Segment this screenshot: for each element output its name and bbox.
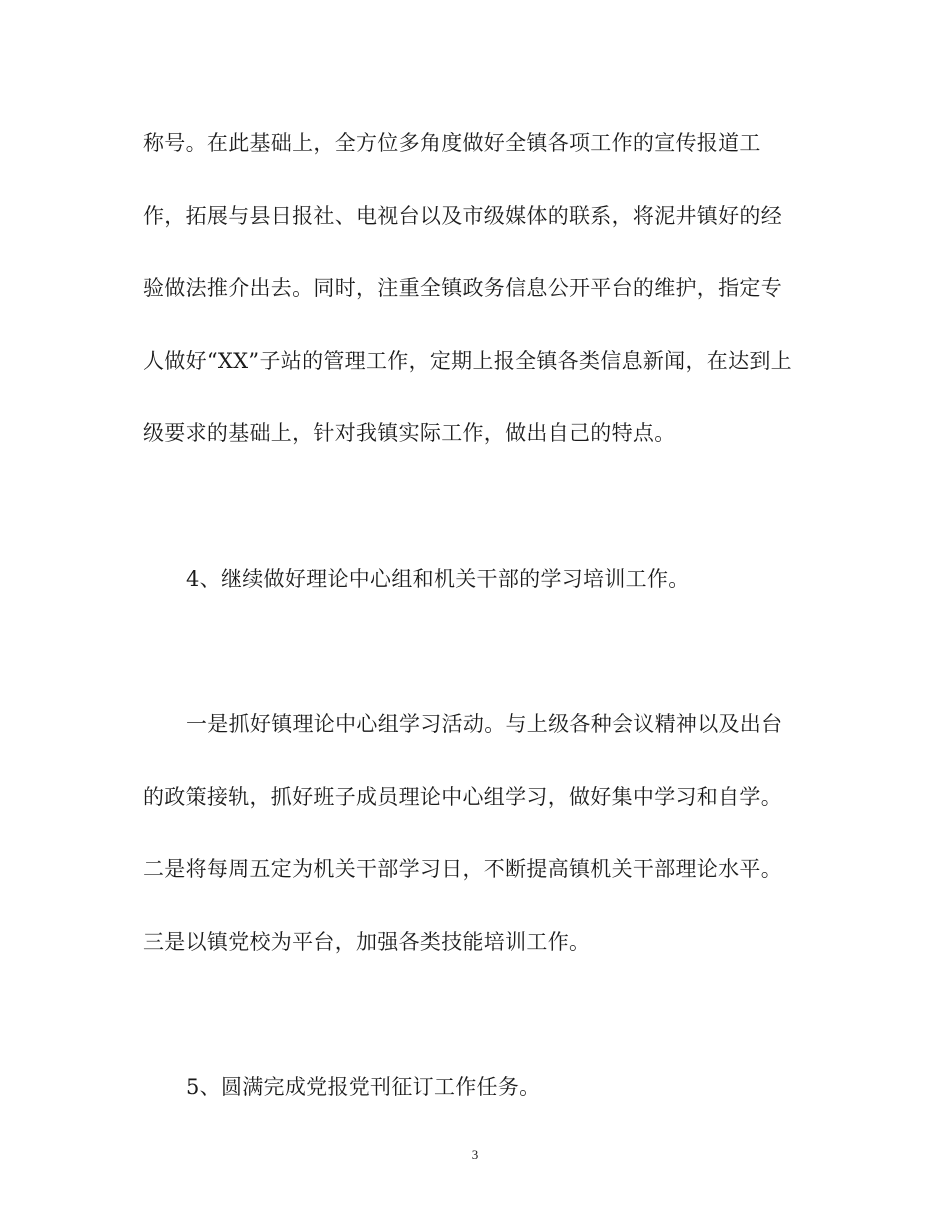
paragraph-line: 一是抓好镇理论中心组学习活动。与上级各种会议精神以及出台 — [186, 712, 783, 736]
paragraph-line: 的政策接轨，抓好班子成员理论中心组学习，做好集中学习和自学。 — [143, 785, 782, 809]
section-heading-5: 5、圆满完成党报党刊征订工作任务。 — [186, 1075, 541, 1099]
paragraph-line: 作，拓展与县日报社、电视台以及市级媒体的联系，将泥井镇好的经 — [143, 204, 782, 228]
paragraph-line: 人做好“XX”子站的管理工作，定期上报全镇各类信息新闻，在达到上 — [143, 349, 792, 373]
paragraph-line: 二是将每周五定为机关干部学习日，不断提高镇机关干部理论水平。 — [143, 857, 782, 881]
paragraph-line: 称号。在此基础上，全方位多角度做好全镇各项工作的宣传报道工 — [143, 131, 761, 155]
page-number: 3 — [471, 1147, 479, 1162]
paragraph-line: 三是以镇党校为平台，加强各类技能培训工作。 — [143, 930, 591, 954]
paragraph-line: 级要求的基础上，针对我镇实际工作，做出自己的特点。 — [143, 421, 676, 445]
section-heading-4: 4、继续做好理论中心组和机关干部的学习培训工作。 — [186, 567, 690, 591]
paragraph-line: 验做法推介出去。同时，注重全镇政务信息公开平台的维护，指定专 — [143, 276, 782, 300]
